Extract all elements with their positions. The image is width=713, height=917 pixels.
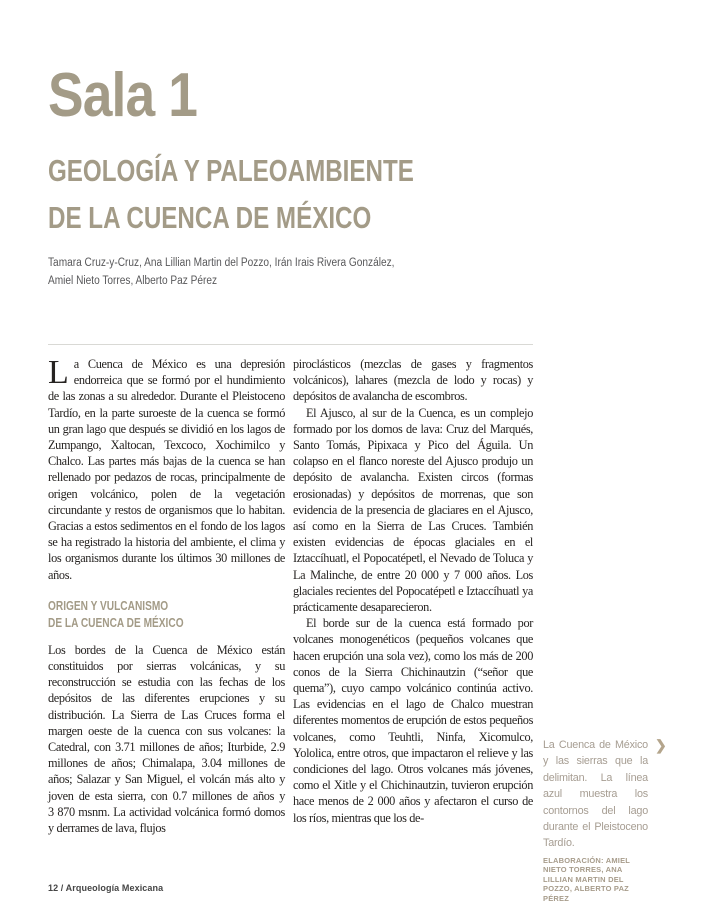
page-folio: 12 / Arqueología Mexicana xyxy=(48,883,164,893)
byline-line-1: Tamara Cruz-y-Cruz, Ana Lillian Martin del Pozzo, Irán Irais Rivera González, xyxy=(48,257,395,269)
chevron-right-icon: ❯ xyxy=(655,737,667,753)
divider-rule xyxy=(48,344,533,345)
subtitle-line-1: GEOLOGÍA Y PALEOAMBIENTE xyxy=(48,153,414,188)
paragraph-continuation: piroclásticos (mezclas de gases y fragmentos volcánicos), lahares (mezcla de lodo y rocas) y depósitos de avalancha de escombros. xyxy=(293,357,533,404)
subtitle-line-2: DE LA CUENCA DE MÉXICO xyxy=(48,200,372,235)
page-subtitle xyxy=(48,147,414,241)
paragraph-intro xyxy=(48,356,285,583)
figure-caption-text: La Cuenca de México y las sierras que la delimitan. La línea azul muestra los contornos del lago durante el Pleistoceno Tardío. xyxy=(543,739,648,850)
section-heading-line-2: DE LA CUENCA DE MÉXICO xyxy=(48,614,184,630)
paragraph-borde-sur: El borde sur de la cuenca está formado por volcanes monogenéticos (pequeños volcanes que hacen erupción una sola vez), como los más de 200 conos de la Sierra Chichinautzin (“señor que quema”), cuyo campo volcánico continúa activo. Las evidencias en el lago de Chalco muestran diferentes momentos de erupción de estos pequeños volcanes, como Teuhtli, Ninfa, Xicomulco, Yololica, entre otros, que impactaron el relieve y las condiciones del lago. Otros volcanes más jóvenes, como el Xitle y el Chichinautzin, tuvieron erupción hace menos de 2 000 años y afectaron el curso de los ríos, mientras que los de- xyxy=(293,616,533,825)
paragraph-ajusco: El Ajusco, al sur de la Cuenca, es un complejo formado por los domos de lava: Cruz del Marqués, Santo Tomás, Pipixaca y Pico del Águila. Un colapso en el flanco noreste del Ajusco produjo un depósito de avalancha. Existen circos (formas erosionadas) y depósitos de morrenas, que son evidencia de la presencia de glaciares en el Ajusco, así como en la Sierra de Las Cruces. También existen evidencias de épocas glaciales en el Iztaccíhuatl, el Popocatépetl, el Nevado de Toluca y La Malinche, de entre 20 000 y 7 000 años. Los glaciales recientes del Popocatépetl e Iztaccíhuatl ya prácticamente desaparecieron. xyxy=(293,405,533,615)
byline xyxy=(48,254,394,290)
figure-caption xyxy=(543,737,655,903)
section-heading xyxy=(48,597,233,631)
section-heading-line-1: ORIGEN Y VULCANISMO xyxy=(48,597,169,613)
paragraph-origen: Los bordes de la Cuenca de México están constituidos por sierras volcánicas, y su reconstrucción se estudia con las fechas de los depósitos de las diferentes erupciones y su distribución. La Sierra de Las Cruces forma el margen oeste de la cuenca con sus volcanes: la Catedral, con 3.71 millones de años; Iturbide, 2.9 millones de años; Chimalapa, 3.04 millones de años; Salazar y San Miguel, el volcán más alto y joven de esta sierra, con 0.7 millones de años y 3 870 msnm. La actividad volcánica formó domos y derrames de lava, flujos xyxy=(48,642,285,836)
article-column-left xyxy=(48,356,285,836)
byline-line-2: Amiel Nieto Torres, Alberto Paz Pérez xyxy=(48,275,218,287)
figure-caption-credit: ELABORACIÓN: AMIEL NIETO TORRES, ANA LILLIAN MARTIN DEL POZZO, ALBERTO PAZ PÉREZ xyxy=(543,855,630,903)
page-title: Sala 1 xyxy=(48,61,197,130)
article-column-right xyxy=(293,356,533,826)
paragraph-intro-text: a Cuenca de México es una depresión endorreica que se formó por el hundimiento de las zonas a su alrededor. Durante el Pleistoceno Tardío, en la parte suroeste de la cuenca se formó un gran lago que después se dividió en los lagos de Zumpango, Xaltocan, Texcoco, Xochimilco y Chalco. Las partes más bajas de la cuenca se han rellenado por pedazos de rocas, principalmente de origen volcánico, polen de la vegetación circundante y restos de organismos que lo habitan. Gracias a estos sedimentos en el fondo de los lagos se ha registrado la historia del ambiente, el clima y los organismos durante los últimos 30 millones de años. xyxy=(48,357,285,582)
dropcap-letter: L xyxy=(48,354,69,391)
